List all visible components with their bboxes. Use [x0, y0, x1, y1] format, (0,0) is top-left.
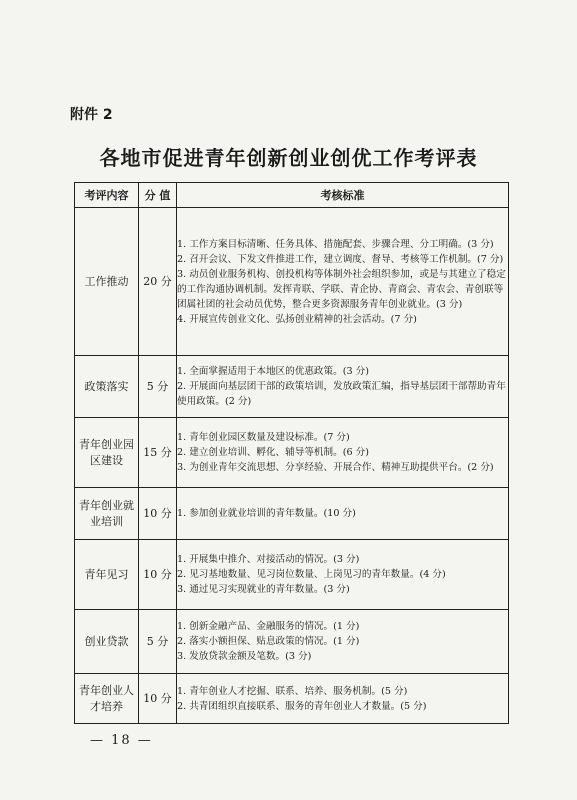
criteria-cell: [177, 418, 509, 488]
score-value: 15 分: [139, 418, 177, 488]
column-header-criteria: 考核标准: [177, 183, 509, 208]
criteria-line: 2. 建立创业培训、孵化、辅导等机制。(6 分): [177, 447, 369, 458]
column-header-item: 考评内容: [75, 183, 139, 208]
score-value: 5 分: [139, 356, 177, 418]
criteria-line: 3. 通过见习实现就业的青年数量。(3 分): [177, 584, 350, 595]
criteria-line: 1. 青年创业人才挖掘、联系、培养、服务机制。(5 分): [177, 685, 408, 697]
table-row: [75, 488, 509, 540]
page-number: — 18 —: [90, 733, 153, 748]
evaluation-item: 青年创业人才培养: [75, 674, 139, 724]
criteria-cell: [177, 356, 509, 418]
evaluation-item: 创业贷款: [75, 610, 139, 674]
criteria-cell: [177, 488, 509, 540]
score-value: 10 分: [139, 540, 177, 610]
table-row: [75, 418, 509, 488]
column-header-score: 分 值: [139, 183, 177, 208]
evaluation-item: 青年见习: [75, 540, 139, 610]
criteria-line: 3. 动员创业服务机构、创投机构等体制外社会组织参加，或是与其建立了稳定的工作沟通协调机制。发挥青联、学联、青企协、青商会、青农会、青创联等团属社团的社会动员优势，整合更多资源服务青年创业就业。(3 分): [177, 268, 506, 310]
criteria-line: 2. 开展面向基层团干部的政策培训，发放政策汇编，指导基层团干部帮助青年使用政策。(2 分): [177, 381, 506, 407]
criteria-line: 1. 工作方案目标清晰、任务具体、措施配套、步骤合理、分工明确。(3 分): [177, 238, 494, 250]
criteria-cell: [177, 610, 509, 674]
score-value: 10 分: [139, 488, 177, 540]
evaluation-item: 工作推动: [75, 208, 139, 356]
criteria-line: 2. 落实小额担保、贴息政策的情况。(1 分): [177, 636, 360, 647]
score-value: 10 分: [139, 674, 177, 724]
table-header-row: [75, 183, 509, 208]
table-row: [75, 356, 509, 418]
criteria-line: 4. 开展宣传创业文化、弘扬创业精神的社会活动。(7 分): [177, 313, 417, 325]
evaluation-item: 青年创业园区建设: [75, 418, 139, 488]
criteria-line: 2. 共青团组织直接联系、服务的青年创业人才数量。(5 分): [177, 700, 427, 712]
criteria-line: 3. 发放贷款金额及笔数。(3 分): [177, 651, 312, 662]
criteria-cell: [177, 674, 509, 724]
criteria-line: 1. 参加创业就业培训的青年数量。(10 分): [177, 508, 356, 519]
evaluation-item: 青年创业就业培训: [75, 488, 139, 540]
criteria-line: 1. 创新金融产品、金融服务的情况。(1 分): [177, 621, 360, 632]
table-row: [75, 610, 509, 674]
table-row: [75, 674, 509, 724]
criteria-cell: [177, 540, 509, 610]
criteria-cell: [177, 208, 509, 356]
criteria-line: 1. 开展集中推介、对接活动的情况。(3 分): [177, 554, 360, 565]
page-title: 各地市促进青年创新创业创优工作考评表: [99, 146, 478, 170]
criteria-line: 3. 为创业青年交流思想、分享经验、开展合作、精神互助提供平台。(2 分): [177, 462, 494, 473]
table-row: [75, 208, 509, 356]
score-value: 20 分: [139, 208, 177, 356]
criteria-line: 2. 召开会议、下发文件推进工作，建立调度、督导、考核等工作机制。(7 分): [177, 253, 504, 265]
score-value: 5 分: [139, 610, 177, 674]
criteria-line: 1. 青年创业园区数量及建设标准。(7 分): [177, 432, 350, 443]
evaluation-table: [74, 182, 509, 724]
table-row: [75, 540, 509, 610]
evaluation-item: 政策落实: [75, 356, 139, 418]
criteria-line: 1. 全面掌握适用于本地区的优惠政策。(3 分): [177, 366, 369, 377]
attachment-label: 附件 2: [70, 107, 113, 123]
criteria-line: 2. 见习基地数量、见习岗位数量、上岗见习的青年数量。(4 分): [177, 569, 446, 580]
